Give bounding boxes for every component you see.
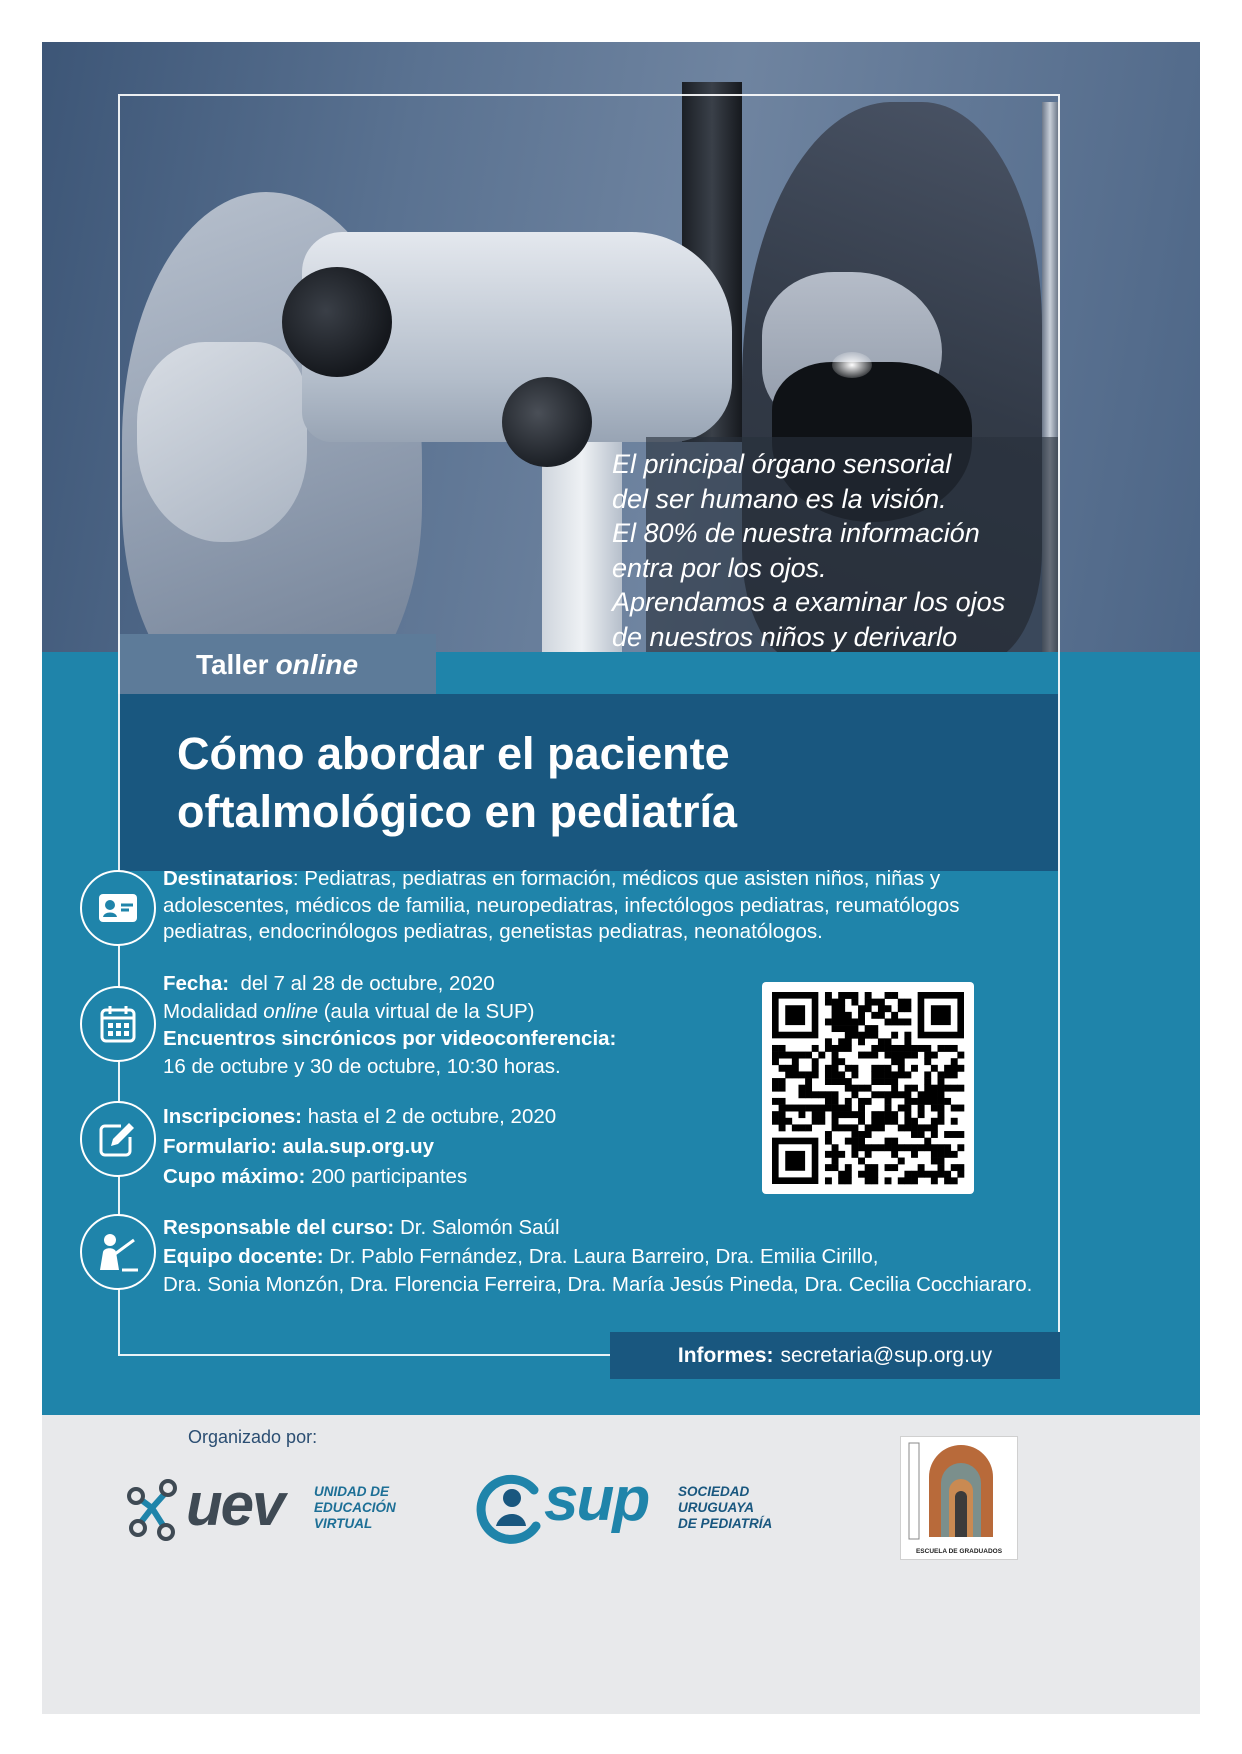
photo-eyepiece: [282, 267, 392, 377]
quote-line: entra por los ojos.: [612, 552, 827, 583]
escuela-graduados-logo: ESCUELA DE GRADUADOS: [900, 1436, 1018, 1560]
sup-logo: sup SOCIEDAD URUGUAYA DE PEDIATRÍA: [474, 1470, 794, 1550]
informes-text: Informes: secretaria@sup.org.uy: [677, 1343, 993, 1367]
workshop-tag-text: Taller online: [195, 649, 359, 680]
uev-network-icon: [122, 1474, 186, 1544]
quote-line: Aprendamos a examinar los ojos: [612, 587, 1006, 617]
qr-code[interactable]: [762, 982, 974, 1194]
fecha-block: Fecha: del 7 al 28 de octubre, 2020 Modalidad online (aula virtual de la SUP) Encuentros sincrónicos por videoconferencia: 16 de octubre y 30 de octubre, 10:30 horas.: [163, 972, 617, 1078]
organizado-label: Organizado por:: [188, 1427, 318, 1447]
quote-line: El 80% de nuestra información: [612, 518, 980, 548]
inscripciones-block: Inscripciones: hasta el 2 de octubre, 2020 Formulario: aula.sup.org.uy Cupo máximo: 200 participantes: [163, 1105, 557, 1188]
quote-line: del ser humano es la visión.: [612, 483, 947, 514]
uev-logo: uev UNIDAD DE EDUCACIÓN VIRTUAL: [122, 1474, 422, 1544]
informes-email-link[interactable]: secretaria@sup.org.uy: [780, 1343, 993, 1367]
footer: [42, 1415, 1200, 1714]
workshop-tag: [118, 634, 436, 696]
informes-box: [610, 1332, 1060, 1379]
photo-knob: [502, 377, 592, 467]
id-card-icon: [80, 870, 156, 946]
equipo-block: Responsable del curso: Dr. Salomón Saúl Equipo docente: Dr. Pablo Fernández, Dra. Laura Barreiro, Dra. Emilia Cirillo, Dra. Sonia Monzón, Dra. Florencia Ferreira, Dra. María Jesús Pineda, Dra. Cecilia Cocchiararo.: [163, 1216, 1033, 1296]
edit-icon: [80, 1101, 156, 1177]
photo-eye-light: [832, 352, 872, 378]
poster: [42, 42, 1200, 1714]
quote-line: de nuestros niños y derivarlo: [612, 621, 958, 652]
qr-code-pattern: [762, 982, 974, 1194]
arches-icon: [901, 1437, 1019, 1542]
course-title: Cómo abordar el paciente oftalmológico en pediatría: [177, 728, 738, 837]
destinatarios-block: Destinatarios: Pediatras, pediatras en formación, médicos que asisten niños, niñas y adolescentes, médicos de familia, neuropediatras, infectólogos pediatras, reumatólogos pediatras, endocrinólogos pediatras, genetistas pediatras, neonatólogos.: [163, 867, 960, 943]
quote-line: El principal órgano sensorial: [612, 449, 952, 479]
teacher-icon: [80, 1214, 156, 1290]
calendar-icon: [80, 986, 156, 1062]
sup-mother-child-icon: [474, 1470, 550, 1550]
formulario-link[interactable]: Formulario: aula.sup.org.uy: [163, 1135, 435, 1158]
photo-doctor-mask: [137, 342, 307, 542]
